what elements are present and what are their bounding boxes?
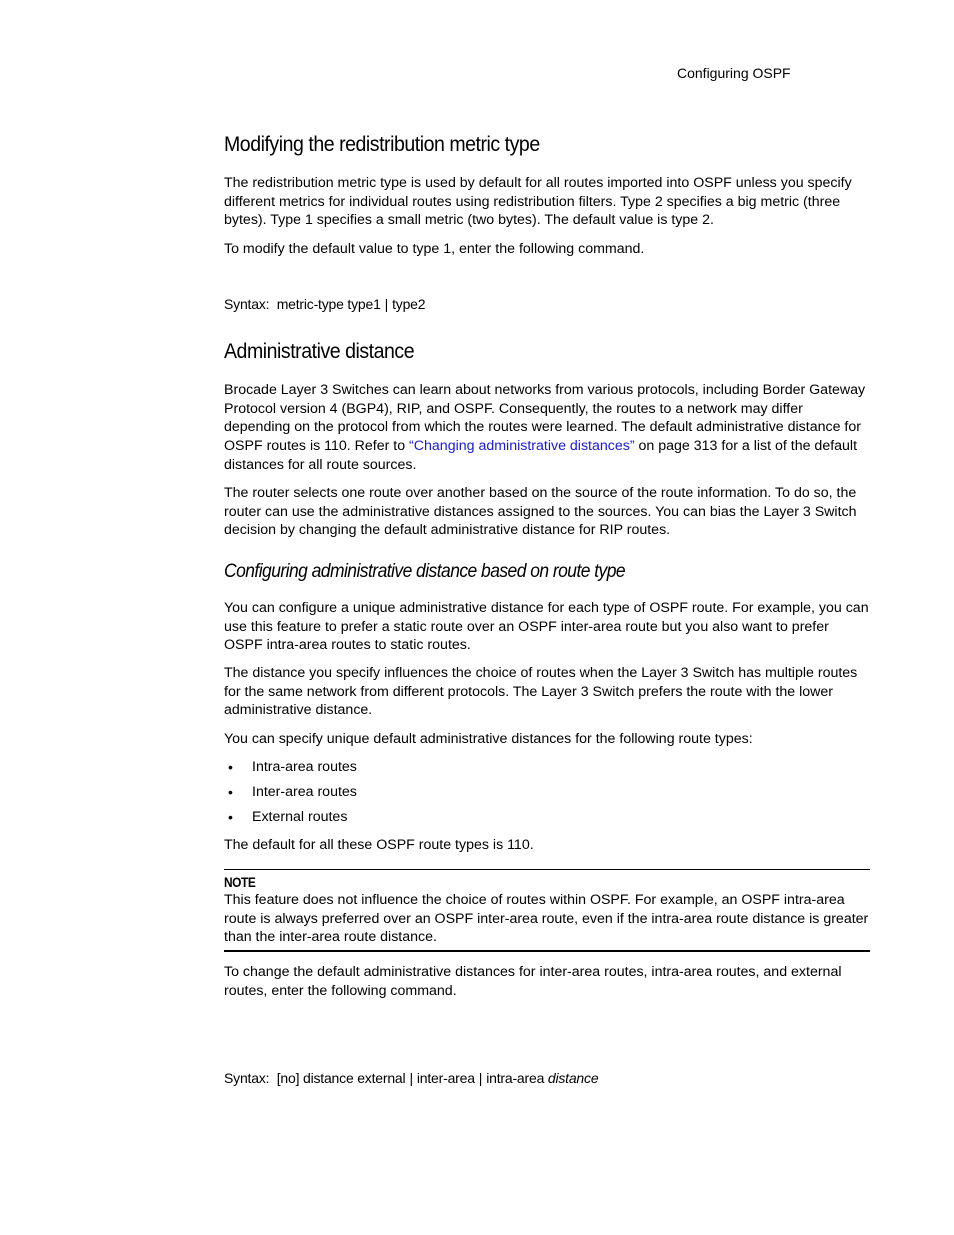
syntax-separator: | — [478, 1070, 483, 1086]
list-item-text: External routes — [252, 809, 348, 825]
paragraph-metric-type-command: To modify the default value to type 1, enter the following command. — [224, 241, 645, 257]
paragraph-route-types-lead: You can specify unique default administrative distances for the following route types: — [224, 731, 753, 747]
syntax-option: type2 — [392, 296, 426, 312]
note-label: NOTE — [224, 874, 256, 890]
syntax-label: Syntax: — [224, 296, 270, 312]
syntax-label: Syntax: — [224, 1070, 270, 1086]
syntax-argument: distance — [547, 1070, 599, 1086]
syntax-separator: | — [409, 1070, 413, 1086]
syntax-distance — [224, 1070, 598, 1086]
subsection-title-route-type: Configuring administrative distance based on route type — [224, 561, 626, 582]
paragraph-text: Brocade Layer 3 Switches can learn about networks from various protocols, including Border Gateway Protocol version 4 (BGP4), RIP, and OSPF. Consequently, the routes to a network may differ depending on the protocol from which the routes were learned. The default administrative distance for OSPF routes is 110. Refer to — [224, 382, 866, 455]
paragraph-route-type-intro: You can configure a unique administrative distance for each type of OSPF route. For example, you can use this feature to prefer a static route over an OSPF inter-area route but you also want to prefer OSPF intra-area routes to static routes. — [224, 600, 869, 654]
paragraph-change-distance: To change the default administrative distances for inter-area routes, intra-area routes, and external routes, enter the following command. — [224, 964, 842, 999]
note-bottom-rule — [224, 950, 870, 952]
list-item — [224, 808, 870, 833]
paragraph-text: on page 313 for a list of the default distances for all route sources. — [224, 438, 858, 473]
syntax-option-intra-area: intra-area — [486, 1070, 545, 1086]
note-top-rule — [224, 869, 870, 870]
paragraph-admin-distance-intro — [224, 381, 870, 475]
bullet-icon: • — [228, 809, 233, 825]
bullet-icon: • — [228, 759, 233, 775]
syntax-bracket-open: [ — [276, 1070, 281, 1086]
note-text: This feature does not influence the choice of routes within OSPF. For example, an OSPF intra-area route is always preferred over an OSPF inter-area route, even if the intra-area route distance is greater than the inter-area route distance. — [224, 892, 869, 946]
syntax-no: no — [280, 1070, 296, 1086]
paragraph-distance-influence: The distance you specify influences the choice of routes when the Layer 3 Switch has multiple routes for the same network from different protocols. The Layer 3 Switch prefers the route with the lower administrative distance. — [224, 665, 858, 719]
cross-reference-link[interactable]: “Changing administrative distances” — [409, 438, 635, 455]
list-item-text: Intra-area routes — [252, 759, 357, 775]
route-type-list — [224, 758, 870, 833]
list-item-text: Inter-area routes — [252, 784, 357, 800]
section-title-metric-type: Modifying the redistribution metric type — [224, 133, 540, 156]
list-item — [224, 783, 870, 808]
syntax-option-inter-area: inter-area — [416, 1070, 475, 1086]
syntax-separator: | — [384, 296, 389, 312]
syntax-bracket-close: ] — [295, 1070, 300, 1086]
syntax-metric-type — [224, 296, 425, 312]
syntax-command: distance external — [302, 1070, 406, 1086]
list-item — [224, 758, 870, 783]
paragraph-route-selection: The router selects one route over another based on the source of the route information. To do so, the router can use the administrative distances assigned to the sources. You can bias the Layer 3 Switch decision by changing the default administrative distance for RIP routes. — [224, 485, 857, 539]
syntax-command: metric-type type1 — [276, 296, 381, 312]
running-header: Configuring OSPF — [677, 65, 791, 81]
paragraph-metric-type-intro: The redistribution metric type is used by default for all routes imported into OSPF unless you specify different metrics for individual routes using redistribution filters. Type 2 specifies a big metric (three bytes). Type 1 specifies a small metric (two bytes). The default value is type 2. — [224, 175, 852, 229]
paragraph-default-110: The default for all these OSPF route types is 110. — [224, 837, 534, 853]
bullet-icon: • — [228, 784, 233, 800]
section-title-admin-distance: Administrative distance — [224, 340, 415, 363]
